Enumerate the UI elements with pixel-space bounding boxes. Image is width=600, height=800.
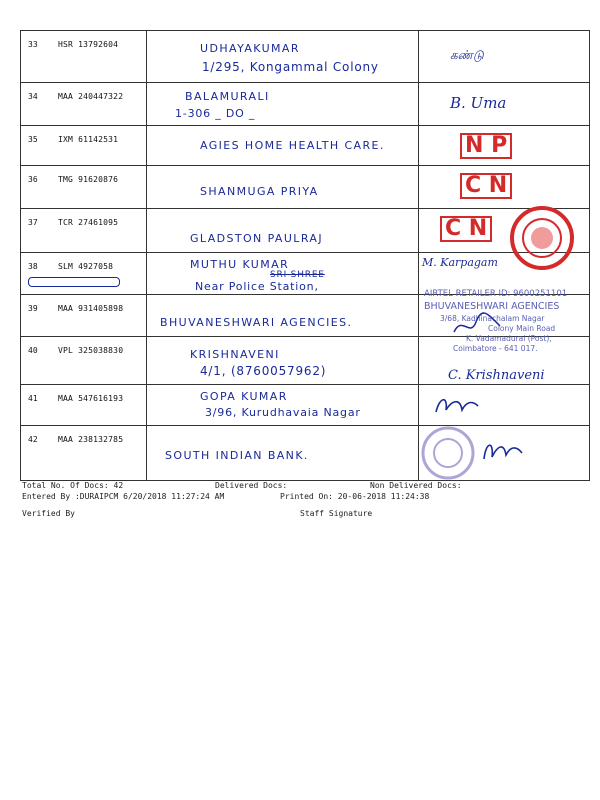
recipient-name: AGIES HOME HEALTH CARE.	[200, 139, 385, 152]
document-code: MAA 547616193	[58, 394, 124, 403]
table-row	[20, 208, 590, 252]
recipient-name: SOUTH INDIAN BANK.	[165, 449, 309, 462]
non-delivered-docs: Non Delivered Docs:	[370, 481, 462, 490]
delivered-docs: Delivered Docs:	[215, 481, 288, 490]
stamp-address-line: K. Vadamadurai (Post),	[466, 334, 552, 343]
document-code: MAA 238132785	[58, 435, 124, 444]
recipient-address: 4/1, (8760057962)	[200, 364, 327, 378]
serial-number: 42	[28, 435, 38, 444]
recipient-name: BALAMURALI	[185, 90, 270, 103]
serial-number: 38	[28, 262, 38, 271]
table-row	[20, 384, 590, 425]
document-code: VPL 325038830	[58, 346, 124, 355]
document-code: TCR 27461095	[58, 218, 119, 227]
serial-number: 39	[28, 304, 38, 313]
serial-number: 33	[28, 40, 38, 49]
table-row	[20, 82, 590, 125]
scribble-mark	[28, 277, 120, 287]
stamp-retailer-id: AIRTEL RETAILER ID: 9600251101	[424, 289, 568, 299]
table-row	[20, 252, 590, 294]
printed-on: Printed On: 20-06-2018 11:24:38	[280, 492, 430, 501]
table-row	[20, 425, 590, 480]
serial-number: 41	[28, 394, 38, 403]
document-code: MAA 240447322	[58, 92, 124, 101]
recipient-name: GOPA KUMAR	[200, 390, 288, 403]
document-code: HSR 13792604	[58, 40, 119, 49]
table-row	[20, 125, 590, 165]
recipient-address: 3/96, Kurudhavaia Nagar	[205, 406, 361, 419]
document-code: IXM 61142531	[58, 135, 119, 144]
struck-text: SRI SHREE	[270, 270, 325, 280]
bank-seal-icon	[420, 425, 476, 481]
stamp-address-line: 3/68, Kadhinachalam Nagar	[440, 314, 545, 323]
recipient-name: SHANMUGA PRIYA	[200, 185, 319, 198]
table-row	[20, 30, 590, 82]
serial-number: 34	[28, 92, 38, 101]
table-row	[20, 336, 590, 384]
return-mark: C N	[440, 216, 492, 242]
recipient-address: 1-306 _ DO _	[175, 107, 256, 120]
document-code: TMG 91620876	[58, 175, 119, 184]
receiver-signature: M. Karpagam	[422, 256, 498, 269]
signature-icon	[432, 392, 482, 418]
document-code: SLM 4927058	[58, 262, 114, 271]
recipient-name: KRISHNAVENI	[190, 348, 280, 361]
receiver-signature: கண்டு	[450, 48, 484, 62]
signature-icon	[480, 435, 526, 465]
table-row	[20, 165, 590, 208]
staff-signature: Staff Signature	[300, 509, 373, 518]
receiver-signature: B. Uma	[450, 94, 507, 112]
recipient-name: UDHAYAKUMAR	[200, 42, 300, 55]
return-mark: C N	[460, 173, 512, 199]
receiver-signature: C. Krishnaveni	[448, 368, 545, 383]
stamp-address-line: Coimbatore - 641 017.	[453, 344, 538, 353]
stamp-business-name: BHUVANESHWARI AGENCIES	[424, 301, 560, 312]
recipient-name: MUTHU KUMAR	[190, 258, 290, 271]
entered-by: Entered By :DURAIPCM 6/20/2018 11:27:24 AM	[22, 492, 225, 501]
serial-number: 40	[28, 346, 38, 355]
recipient-address: 1/295, Kongammal Colony	[202, 60, 379, 74]
recipient-address: Near Police Station,	[195, 280, 319, 293]
recipient-name: BHUVANESHWARI AGENCIES.	[160, 316, 353, 329]
recipient-name: GLADSTON PAULRAJ	[190, 232, 323, 245]
serial-number: 37	[28, 218, 38, 227]
serial-number: 35	[28, 135, 38, 144]
serial-number: 36	[28, 175, 38, 184]
stamp-address-line: Colony Main Road	[488, 324, 556, 333]
total-docs: Total No. Of Docs: 42	[22, 481, 124, 490]
verified-by: Verified By	[22, 509, 75, 518]
document-code: MAA 931405898	[58, 304, 124, 313]
return-mark: N P	[460, 133, 512, 159]
